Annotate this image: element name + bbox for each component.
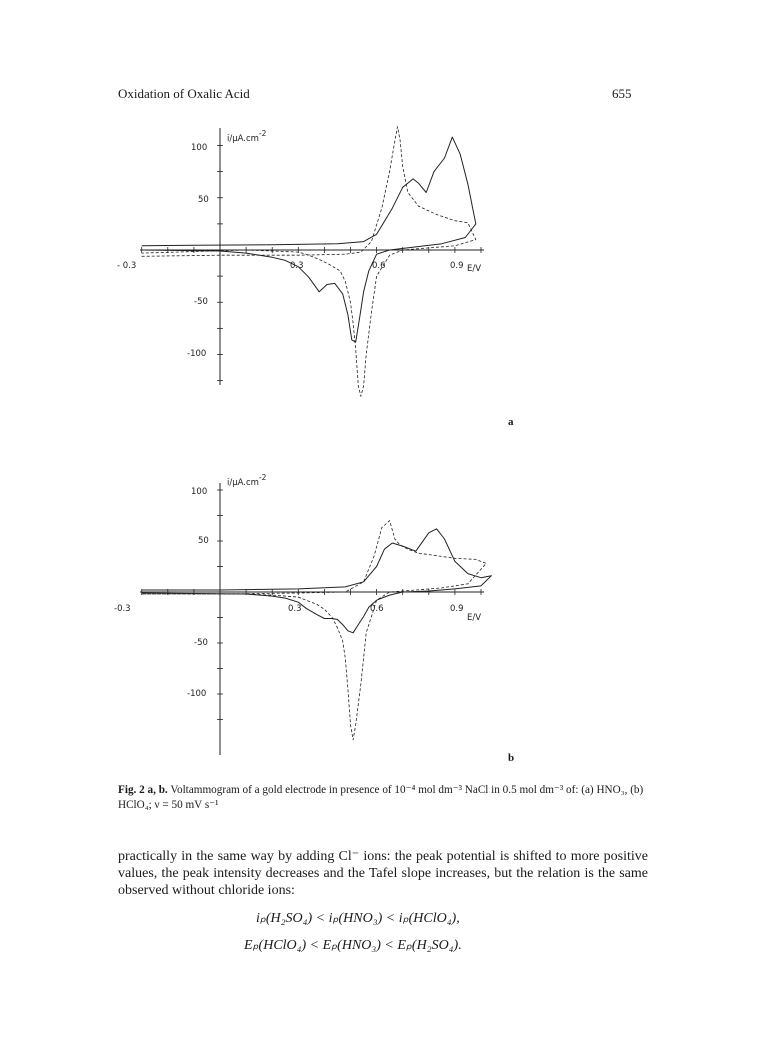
dashed-series-line bbox=[142, 521, 487, 740]
y-axis-label-exponent: -2 bbox=[258, 129, 267, 138]
x-tick-label: 0.9 bbox=[450, 261, 464, 271]
y-tick-label: 100 bbox=[191, 143, 208, 153]
x-tick-label: 0.6 bbox=[370, 604, 384, 614]
caption-fig-label: Fig. 2 a, b. bbox=[118, 784, 168, 796]
y-tick-label: 50 bbox=[198, 195, 209, 205]
y-tick-label: -100 bbox=[187, 349, 207, 359]
y-tick-label: 100 bbox=[191, 487, 208, 497]
body-paragraph: practically in the same way by adding Cl⁻ ions: the peak potential is shifted to more positive values, the peak intensity decreases and the Tafel slope increases, but the relation is the same observed without chloride ions: bbox=[118, 849, 648, 898]
figure-caption bbox=[118, 783, 648, 813]
y-axis-label: i/μA.cm-2 bbox=[227, 473, 267, 488]
x-tick-label: -0.3 bbox=[114, 604, 131, 614]
x-tick-label: - 0.3 bbox=[117, 261, 137, 271]
y-tick-label: -50 bbox=[194, 297, 208, 307]
solid-series-line bbox=[142, 529, 492, 633]
equation-1: iₚ(H₂SO₄) < iₚ(HNO₃) < iₚ(HClO₄), bbox=[256, 911, 460, 926]
y-axis-label-exponent: -2 bbox=[258, 473, 267, 482]
y-tick-label: 50 bbox=[198, 536, 209, 546]
y-tick-label: -50 bbox=[194, 638, 208, 648]
x-tick-label: 0.9 bbox=[450, 604, 464, 614]
running-title: Oxidation of Oxalic Acid bbox=[118, 86, 250, 101]
page-number: 655 bbox=[612, 86, 632, 101]
panel-label-a: a bbox=[508, 416, 514, 428]
equation-2: Eₚ(HClO₄) < Eₚ(HNO₃) < Eₚ(H₂SO₄). bbox=[244, 938, 462, 953]
x-tick-label: 0.6 bbox=[372, 261, 386, 271]
y-axis-label: i/μA.cm-2 bbox=[227, 129, 267, 144]
x-axis-label: E/V bbox=[467, 613, 482, 623]
x-tick-label: 0.3 bbox=[288, 604, 302, 614]
x-axis-label: E/V bbox=[467, 264, 482, 274]
y-tick-label: -100 bbox=[187, 689, 207, 699]
panel-label-b: b bbox=[508, 752, 515, 764]
caption-text: Voltammogram of a gold electrode in presence of 10⁻⁴ mol dm⁻³ NaCl in 0.5 mol dm⁻³ of: (a) HNO₃, (b) HClO₄; ν = 50 mV s⁻¹ bbox=[118, 784, 644, 811]
x-tick-label: 0.3 bbox=[290, 261, 304, 271]
